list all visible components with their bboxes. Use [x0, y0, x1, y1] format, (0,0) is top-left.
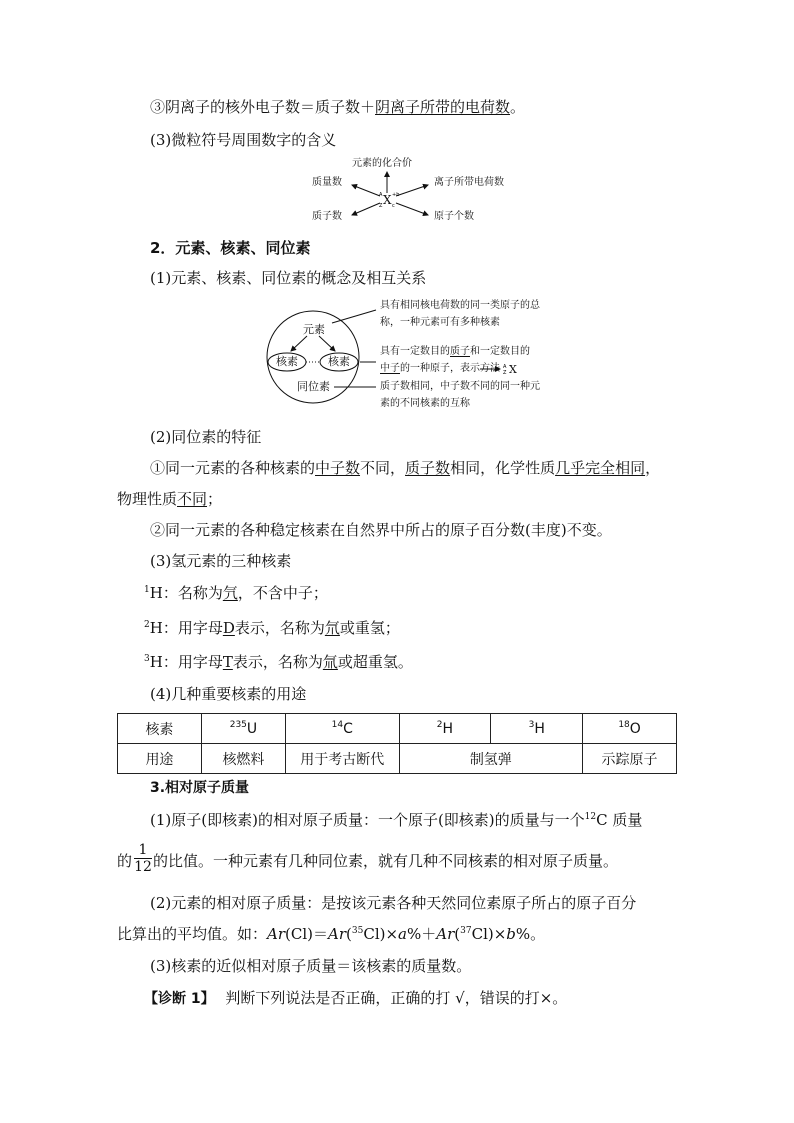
isotope-feature-2: ②同一元素的各种稳定核素在自然界中所占的原子百分数(丰度)不变。	[150, 521, 612, 539]
mass-number: 1	[144, 585, 150, 595]
text: (Cl)＝	[285, 925, 329, 943]
label-valence: 元素的化合价	[352, 158, 412, 169]
label-atom-count: 原子个数	[434, 211, 474, 222]
table-cell: 核素	[118, 714, 202, 744]
mass-number: 14	[331, 719, 344, 730]
mass-number: 3	[144, 654, 150, 664]
text: 不同，	[360, 459, 406, 477]
text: ③阴离子的核外电子数＝质子数＋	[150, 98, 376, 116]
desc-element-l1: 具有相同核电荷数的同一类原子的总	[380, 300, 540, 311]
subheading-nuclide-uses: (4)几种重要核素的用途	[150, 685, 307, 703]
desc-nuclide-symbol: X	[509, 363, 517, 376]
underlined-answer: 中子数	[315, 459, 361, 477]
mass-number: 2	[144, 620, 150, 630]
diagnosis-line	[144, 988, 567, 1009]
text: ①同一元素的各种核素的	[150, 459, 316, 477]
desc-isotope-l2: 素的不同核素的互称	[380, 398, 470, 409]
center-symbol: X	[383, 193, 392, 207]
text: Cl)×	[471, 925, 507, 943]
text: 的一种原子，表示方法	[400, 363, 500, 374]
text: (	[346, 925, 352, 943]
text: ，	[645, 459, 661, 477]
symbol-ar: Ar	[436, 925, 455, 943]
svg-text:Z: Z	[379, 203, 383, 209]
text: ，不含中子；	[237, 584, 328, 602]
svg-text:c: c	[392, 203, 395, 209]
svg-text:+b: +b	[392, 192, 400, 198]
node-element: 元素	[303, 323, 325, 336]
fraction-denominator: 12	[134, 859, 152, 875]
text: 表示，名称为	[232, 653, 323, 671]
isotope-feature-1-cont	[117, 489, 222, 509]
desc-element-l2: 称，一种元素可有多种核素	[380, 317, 500, 328]
mass-number: 235	[229, 719, 247, 730]
text: H：用字母	[149, 653, 223, 671]
mass-number: 18	[618, 719, 630, 730]
table-cell	[399, 714, 491, 744]
text: Cl)×	[363, 925, 399, 943]
desc-nuclide-l2	[380, 363, 500, 375]
svg-text:A: A	[503, 364, 507, 370]
mass-number: 3	[528, 719, 535, 730]
desc-isotope-l1: 质子数相同，中子数不同的同一种元	[380, 381, 540, 392]
table-cell	[583, 714, 677, 744]
table-cell: 用于考古断代	[285, 744, 399, 774]
text: 。	[510, 98, 526, 116]
mass-number: 35	[351, 926, 364, 936]
element-symbol: U	[246, 720, 258, 737]
underlined-answer: 中子	[380, 363, 400, 374]
table-cell: 制氢弹	[399, 744, 583, 774]
symbol-ar: Ar	[328, 925, 347, 943]
hydrogen-deuterium	[144, 618, 400, 638]
underlined-answer: 氘	[324, 619, 340, 637]
label-mass-number: 质量数	[312, 177, 342, 188]
table-cell	[285, 714, 399, 744]
text: %＋	[407, 925, 437, 943]
subheading-isotope-features: (2)同位素的特征	[150, 428, 262, 446]
fraction-numerator: 1	[138, 842, 148, 858]
relative-mass-def-3: (3)核素的近似相对原子质量＝该核素的质量数。	[150, 957, 472, 975]
underlined-answer: 氕	[222, 584, 238, 602]
section-3-title: 3.相对原子质量	[150, 780, 250, 796]
mass-number: 12	[584, 812, 597, 822]
text: 相同，化学性质	[450, 459, 556, 477]
label-ion-charge: 离子所带电荷数	[434, 177, 504, 188]
node-isotope: 同位素	[297, 380, 330, 393]
text: 和一定数目的	[470, 346, 530, 357]
text: ；	[207, 490, 223, 508]
text: 物理性质	[117, 490, 178, 508]
table-cell: 用途	[118, 744, 202, 774]
symbol-ar: Ar	[267, 925, 286, 943]
text: H：名称为	[149, 584, 223, 602]
label-proton-number: 质子数	[312, 211, 342, 222]
table-cell: 核燃料	[201, 744, 285, 774]
underlined-answer: D	[222, 619, 235, 637]
table-cell	[491, 714, 583, 744]
diagnosis-instruction: 判断下列说法是否正确，正确的打 √，错误的打×。	[225, 989, 568, 1007]
table-cell	[201, 714, 285, 744]
node-nuclide-left: 核素	[276, 355, 298, 368]
text: 比算出的平均值。如：	[117, 925, 268, 943]
diagnosis-label: 【诊断 1】	[144, 991, 215, 1007]
svg-text:A: A	[379, 192, 383, 198]
table-row	[118, 714, 677, 744]
relative-mass-def-1	[150, 810, 642, 830]
element-symbol: C	[343, 720, 353, 737]
text: (	[454, 925, 461, 943]
text: H：用字母	[149, 619, 223, 637]
underlined-answer: 质子数	[405, 459, 451, 477]
element-symbol: O	[629, 720, 641, 737]
element-symbol: H	[442, 720, 454, 737]
relative-mass-def-2: (2)元素的相对原子质量：是按该元素各种天然同位素原子所占的原子百分	[150, 894, 637, 912]
text: 具有一定数目的	[380, 346, 450, 357]
relative-mass-def-1-cont: 的比值。一种元素有几种同位素，就有几种不同核素的相对原子质量。	[153, 852, 619, 870]
subheading-hydrogen: (3)氢元素的三种核素	[150, 552, 292, 570]
desc-nuclide-l1	[380, 346, 530, 358]
svg-text:Z: Z	[503, 370, 507, 376]
underlined-answer: 质子	[450, 346, 470, 357]
relative-mass-def-1-cont-pre: 的	[117, 852, 133, 870]
mass-number: 37	[460, 926, 472, 936]
underlined-answer: 阴离子所带的电荷数	[375, 98, 511, 116]
variable-b: b	[506, 925, 516, 943]
node-nuclide-right: 核素	[328, 355, 350, 368]
text: 表示，名称为	[234, 619, 325, 637]
table-row	[118, 744, 677, 774]
underlined-answer: 不同	[177, 490, 208, 508]
text: %。	[515, 925, 546, 943]
relative-mass-formula	[117, 924, 545, 944]
table-cell: 示踪原子	[583, 744, 677, 774]
subheading-symbol-numbers: (3)微粒符号周围数字的含义	[150, 131, 337, 149]
underlined-answer: T	[222, 653, 233, 671]
variable-a: a	[398, 925, 407, 943]
isotope-feature-1	[150, 458, 660, 478]
underlined-answer: 几乎完全相同	[555, 459, 646, 477]
underlined-answer: 氚	[322, 653, 338, 671]
element-symbol: H	[534, 720, 545, 737]
section-2-title: 2．元素、核素、同位素	[150, 239, 311, 257]
hydrogen-tritium	[144, 652, 413, 672]
text: 或重氢；	[339, 619, 400, 637]
fraction-one-twelfth	[134, 842, 152, 875]
hydrogen-protium	[144, 583, 328, 603]
text: 或超重氢。	[337, 653, 413, 671]
mass-number: 2	[436, 719, 443, 730]
nuclide-use-table	[117, 713, 677, 774]
subheading-concepts: (1)元素、核素、同位素的概念及相互关系	[150, 269, 427, 287]
text: C 质量	[596, 811, 643, 829]
text: (1)原子(即核素)的相对原子质量：一个原子(即核素)的质量与一个	[150, 811, 585, 829]
